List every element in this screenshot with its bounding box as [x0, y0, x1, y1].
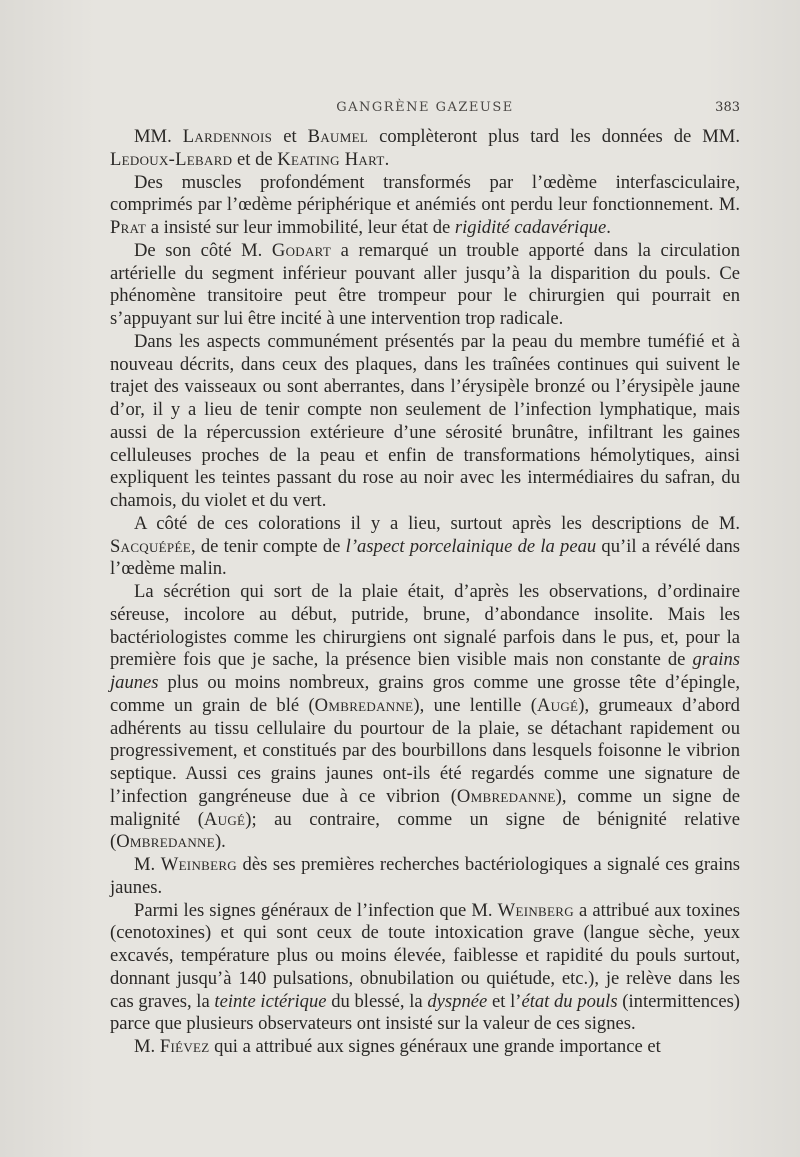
author-name: Sacquépée [110, 535, 191, 557]
author-name: Baumel [307, 126, 369, 147]
text-run: plus ou moins nombreux, grains gros comme une grosse tête d’épingle, comme un grain de blé ( [110, 672, 740, 716]
author-name: Ledoux-Lebard [110, 148, 233, 170]
text-run: ), une lentille ( [413, 694, 537, 716]
paragraph [110, 581, 740, 854]
author-name: Lardennois [182, 126, 273, 147]
author-name: Prat [110, 217, 147, 238]
text-run: Parmi les signes généraux de l’infection que M. [134, 899, 498, 921]
emphasis-text: teinte ictérique [214, 990, 327, 1012]
author-name: Godart [271, 239, 332, 261]
author-name: Augé [203, 808, 246, 830]
author-name: Ombredanne [456, 785, 556, 807]
text-run: ); au contraire, comme un signe de bénignité relative ( [110, 808, 740, 853]
page-header [110, 100, 740, 124]
paragraph [110, 172, 740, 240]
text-run: a remarqué un trouble apporté dans la circulation artérielle du segment inférieur pouvant aller jusqu’à la disparition du pouls. Ce phénomène transitoire peut être trompeur pour le chirurgien qui pourrait en s’appuyant sur lui être incité à une intervention trop radicale. [110, 239, 740, 329]
author-name: Weinberg [160, 854, 237, 875]
text-run: MM. [134, 126, 183, 147]
author-name: Ombredanne [314, 694, 414, 716]
running-title: GANGRÈNE GAZEUSE [336, 100, 514, 115]
text-run: a insisté sur leur immobilité, leur état de [146, 217, 455, 238]
text-run: et de [232, 148, 278, 170]
body-text [110, 126, 740, 1059]
text-run: , de tenir compte de [190, 535, 346, 557]
text-run: . [384, 148, 390, 170]
text-run: et l’ [487, 990, 522, 1012]
paragraph [110, 331, 740, 513]
text-run: complèteront plus tard les données de MM. [368, 126, 740, 147]
text-run: A côté de ces colorations il y a lieu, surtout après les descriptions de M. [134, 512, 740, 534]
paragraph [110, 513, 740, 581]
text-run: qui a attribué aux signes généraux une grande importance et [209, 1036, 661, 1057]
text-run: (intermittences) parce que plusieurs observateurs ont insisté sur la valeur de ces signes. [110, 990, 740, 1035]
paragraph [110, 240, 740, 331]
author-name: Weinberg [497, 899, 574, 921]
text-run: ). [214, 831, 226, 853]
emphasis-text: rigidité cadavérique [454, 217, 607, 238]
author-name: Keating Hart [277, 148, 385, 170]
text-run: a attribué aux toxines (cenotoxines) et qui sont ceux de toute intoxication grave (langue sèche, yeux excavés, température plus ou moins élevée, faiblesse et rapidité du pouls surtout, donnant jusqu’à 140 pulsations, obnubilation ou quiétude, etc.), je relève dans les cas graves, la [110, 899, 740, 1012]
emphasis-text: l’aspect porcelainique de la peau [345, 535, 597, 557]
text-run: La sécrétion qui sort de la plaie était, d’après les observations, d’ordinaire séreuse, incolore au début, putride, brune, d’abondance insolite. Mais les bactériologistes comme les chirurgiens ont signalé parfois dans le pus, et, pour la première fois que je sache, la présence bien visible mais non constante de [110, 581, 740, 671]
text-run: Dans les aspects communément présentés par la peau du membre tuméfié et à nouveau décrits, dans ceux des plaques, dans les traînées continues qui suivent le trajet des vaisseaux ou sont aberrantes, dans l’érysipèle bronzé ou l’érysipèle jaune d’or, il y a lieu de tenir compte non seulement de l’infection lymphatique, mais aussi de la répercussion extérieure d’une sérosité brunâtre, infiltrant les gaines celluleuses proches de la peau et enfin de transformations hémolytiques, ainsi expliquent les teintes passant du rose au noir avec les intermédiaires du safran, du chamois, du violet et du vert. [110, 330, 740, 511]
paragraph [110, 1036, 740, 1059]
text-run: M. [134, 854, 161, 875]
paragraph [110, 854, 740, 900]
author-name: Augé [536, 694, 579, 716]
text-run: qu’il a révélé dans l’œdème malin. [110, 535, 740, 580]
paragraph [110, 126, 740, 172]
text-run: Des muscles profondément transformés par l’œdème interfasciculaire, comprimés par l’œdème périphérique et anémiés ont perdu leur fonctionnement. M. [110, 171, 740, 216]
emphasis-text: grains jaunes [110, 649, 740, 693]
text-run: De son côté M. [134, 239, 272, 261]
text-run: et [272, 126, 308, 147]
emphasis-text: état du pouls [521, 990, 618, 1012]
paragraph [110, 900, 740, 1037]
author-name: Fiévez [159, 1036, 210, 1057]
text-run: . [606, 217, 611, 238]
text-run: ), comme un signe de malignité ( [110, 785, 740, 830]
page-number: 383 [715, 100, 740, 115]
text-run: ), grumeaux d’abord adhérents au tissu cellulaire du pourtour de la plaie, se détachant rapidement ou progressivement, et constitués par des bourbillons dans lesquels foisonne le vibrion septique. Aussi ces grains jaunes ont-ils été regardés comme une signature de l’infection gangréneuse due à ce vibrion ( [110, 694, 740, 807]
emphasis-text: dyspnée [427, 990, 488, 1012]
text-run: du blessé, la [326, 990, 428, 1012]
text-run: M. [134, 1036, 160, 1057]
text-run: dès ses premières recherches bactériologiques a signalé ces grains jaunes. [110, 854, 740, 898]
author-name: Ombredanne [116, 831, 215, 853]
